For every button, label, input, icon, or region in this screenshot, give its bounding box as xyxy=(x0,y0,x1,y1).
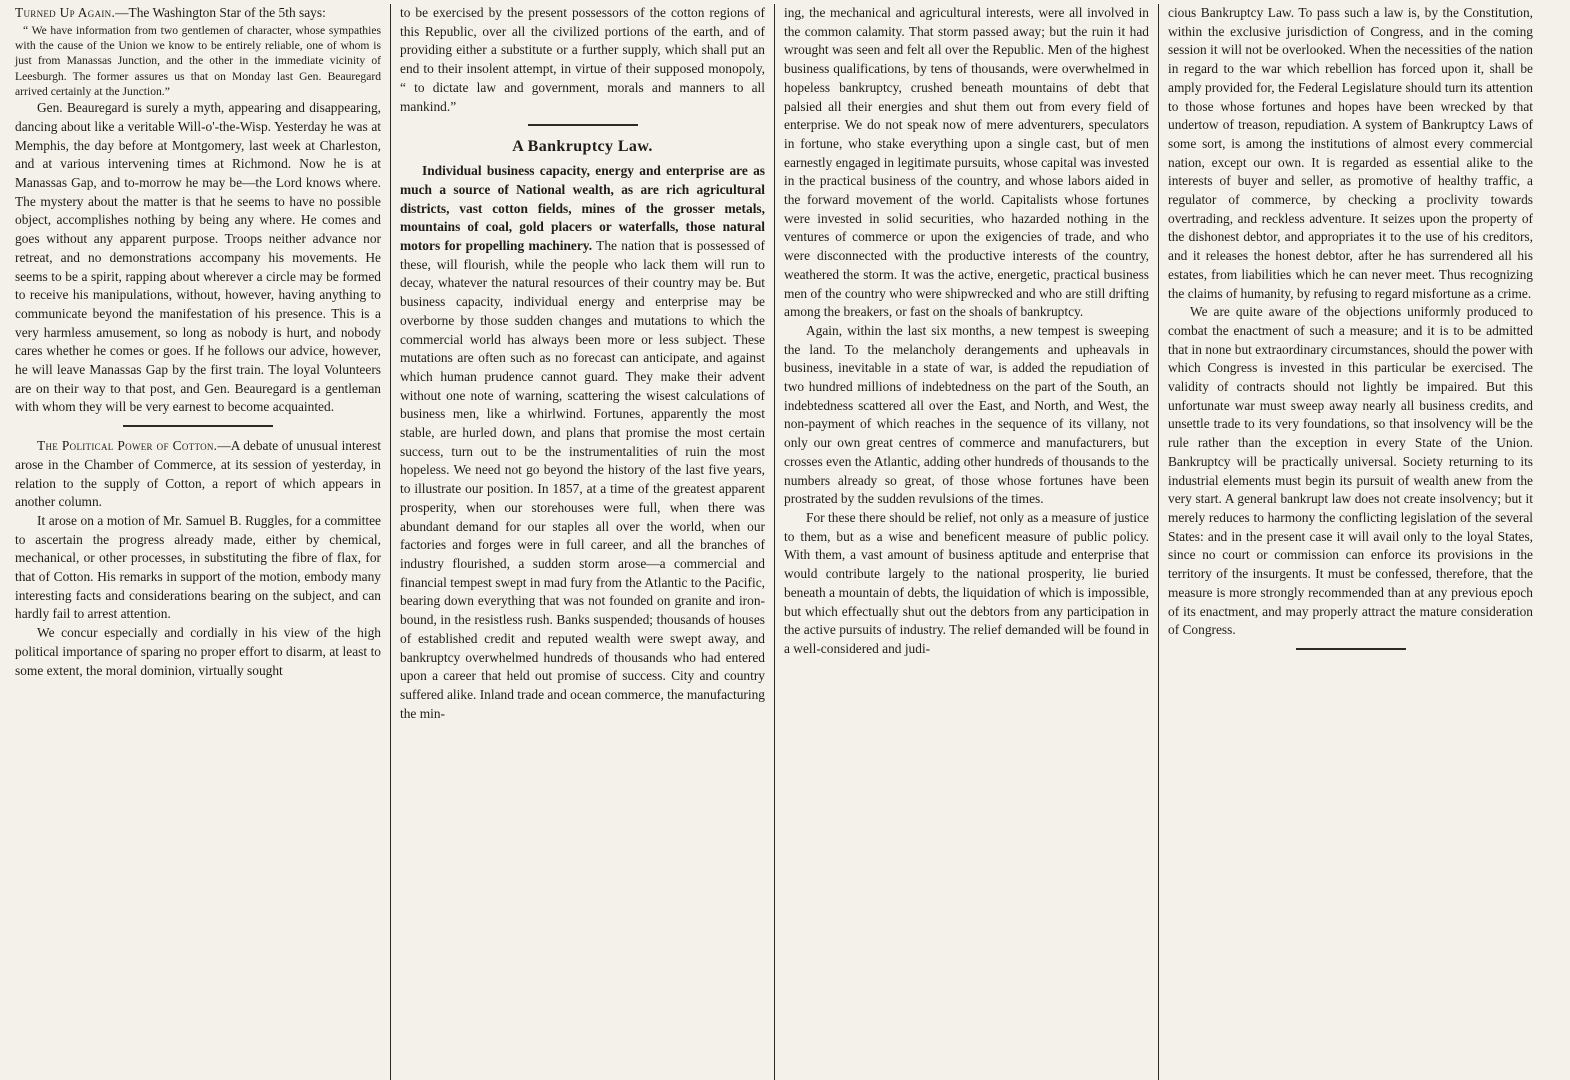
item-intro-text: —The Washington Star of the 5th says: xyxy=(115,5,326,20)
column-1 xyxy=(6,4,390,1080)
ruggles-paragraph: It arose on a motion of Mr. Samuel B. Ruggles, for a committee to ascertain the progress already made, either by chemical, mechanical, or other processes, in substituting the fibre of flax, for that of Cotton. His remarks in support of the motion, embody many interesting facts and considerations bearing on the subject, and can hardly fail to arrest attention. xyxy=(15,512,381,622)
new-tempest-paragraph: Again, within the last six months, a new tempest is sweeping the land. To the melancholy derangements and upheavals in business, inevitable in a state of war, is added the repudiation of two hundred millions of indebtedness on the part of the South, an indebtedness scattered all over the East, and North, and West, the non-payment of which reaches in the sequence of its villany, not only our own great centres of commerce and manufacturers, but crosses even the Atlantic, adding other hundreds of thousands to the numbers already so great, of those whose fortunes have been prostrated by the sudden revulsions of the times. xyxy=(784,322,1149,507)
article-heading-bankruptcy-law: A Bankruptcy Law. xyxy=(512,138,653,156)
bankruptcy-lead-paragraph xyxy=(400,162,765,723)
cotton-continued-paragraph: to be exercised by the present possessors of the cotton regions of this Republic, over all the civilized portions of the earth, and of providing either a substitute or a further supply, which shall put an end to their insolent attempt, in virtue of their supposed monopoly, “ to dictate law and government, morals and manners to all mankind.” xyxy=(400,5,765,114)
separator-rule xyxy=(123,425,273,427)
bankruptcy-lead-bold: Individual business capacity, energy and enterprise are as much a source of National wealth, as are rich agricultural districts, vast cotton fields, mines of the grosser metals, mountains of coal, gold placers or waterfalls, those natural motors for propelling machinery. xyxy=(400,163,765,254)
separator-rule xyxy=(528,124,638,126)
column-3 xyxy=(774,4,1158,1080)
beauregard-paragraph: Gen. Beauregard is surely a myth, appearing and disappearing, dancing about like a veritable Will-o'-the-Wisp. Yesterday he was at Memphis, the day before at Montgomery, last week at Charleston, and at various intervening times at Richmond. Now he is at Manassas Gap, and to-morrow he may be—the Lord knows where. The mystery about the matter is that he seems to have no possible object, accomplishes nothing by being any where. He comes and goes without any apparent purpose. Troops neither advance nor retreat, and no demonstrations accompany his movements. He seems to be a spirit, rapping about wherever a circle may be formed to receive his manipulations, without, however, having anything to communicate beyond the manifestation of his presence. This is a very harmless amusement, so long as nobody is hurt, and nobody cares whether he comes or goes. If he follows our advice, however, he will leave Manassas Gap by the first train. The loyal Volunteers are on their way to that post, and Gen. Beauregard is a gentleman with whom they will be very earnest to become acquainted. xyxy=(15,100,381,415)
relief-paragraph: For these there should be relief, not only as a measure of justice to them, but as a wise and beneficent measure of public policy. With them, a vast amount of business aptitude and enterprise that would contribute largely to the national prosperity, lie buried beneath a mountain of debts, the liquidation of which is impossible, but which effectually shut out the debtors from any participation in the active pursuits of industry. The relief demanded will be found in a well-considered and judi- xyxy=(784,509,1149,656)
item-political-power-intro xyxy=(15,437,381,512)
quoted-report: “ We have information from two gentlemen of character, whose sympathies with the cause of the Union we know to be entirely reliable, one of whom is just from Manassas Junction, and the other in the immediate vicinity of Leesburgh. The former assures us that on Monday last Gen. Beauregard arrived certainly at the Junction.” xyxy=(15,23,381,98)
item-heading-turned-up-again: Turned Up Again. xyxy=(15,5,116,20)
column-4 xyxy=(1158,4,1542,1080)
column-2 xyxy=(390,4,774,1080)
objections-paragraph: We are quite aware of the objections uniformly produced to combat the enactment of such a measure; and it is to be admitted that in none but extraordinary circumstances, should the power with which Congress is invested in this particular be exercised. The validity of contracts should not lightly be impaired. But this unfortunate war must sweep away nearly all business credits, and unsettle trade to its very foundations, so that insolvency will be the rule rather than the exception in every State of the Union. Bankruptcy will be practically universal. Society returning to its industrial elements must begin its pursuit of wealth anew from the very start. A general bankrupt law does not create insolvency; but it merely reduces to harmony the conflicting legislation of the several States: and in the present case it will avail only to the loyal States, since no court or commission can enforce its provisions in the territory of the insurgents. It must be confessed, therefore, that the measure is more strongly recommended than at any previous epoch of its enactment, and may properly attract the mature consideration of Congress. xyxy=(1168,304,1533,638)
concur-paragraph: We concur especially and cordially in his view of the high political importance of sparing no proper effort to disarm, at least to some extent, the moral dominion, virtually sought xyxy=(15,625,381,678)
bankruptcy-lead-rest: The nation that is possessed of these, will flourish, while the people who lack them will run to decay, whatever the natural resources of their country may be. But business capacity, individual energy and enterprise may be overborne by those sudden changes and mutations to which the commercial world has always been more or less subject. These mutations are often such as no forecast can anticipate, and against which human prudence cannot guard. They make their advent without one note of warning, scattering the wisest calculations of business men, like a whirlwind. Fortunes, apparently the most stable, are hurled down, and plans that promise the most certain success, turn out to be the instrumentalities of ruin the most hopeless. We need not go beyond the history of the last five years, to illustrate our position. In 1857, at a time of the greatest apparent prosperity, when our storehouses were full, when there was abundant demand for our staples all over the world, when our factories and forges were in full career, and all the branches of industry flourished, a sudden storm arose—a commercial and financial tempest swept in mad fury from the Atlantic to the Pacific, bearing down everything that was not founded on granite and iron-bound, in the resistless rush. Banks suspended; thousands of houses of established credit and reputed wealth were swept away, and bankruptcy overwhelmed hundreds of thousands who had entered upon a career that held out promise of success. City and country suffered alike. Inland trade and ocean commerce, the manufacturing the min- xyxy=(400,238,765,721)
item-intro-text: —A debate of unusual interest arose in the Chamber of Commerce, at its session of yesterday, in relation to the supply of Cotton, a report of which appears in another column. xyxy=(15,438,381,510)
end-rule xyxy=(1296,648,1406,650)
item-heading-political-power: The Political Power of Cotton. xyxy=(37,438,218,454)
calamity-paragraph: ing, the mechanical and agricultural interests, were all involved in the common calamity. That storm passed away; but the ruin it had wrought was seen and felt all over the Republic. Men of the highest business qualifications, by tens of thousands, were overwhelmed in hopeless bankruptcy, crushed beneath mountains of debt that palsied all their energies and shut them out from every field of enterprise. We do not speak now of mere adventurers, speculators in fortune, who stake everything upon a single cast, but of men earnestly engaged in legitimate pursuits, whose capital was invested in the practical business of the country, and whose labors aided in the forward movement of the world. Capitalists whose fortunes were invested in solid securities, who hazarded nothing in the ventures of commerce or upon the exigencies of trade, and who were disconnected with the productive interests of the country, weathered the storm. It was the active, energetic, practical business men of the country who were shipwrecked and who are still drifting among the breakers, or fast on the shoals of bankruptcy. xyxy=(784,5,1149,320)
bankruptcy-law-paragraph: cious Bankruptcy Law. To pass such a law is, by the Constitution, within the exclusive jurisdiction of Congress, and in the coming session it will not be overlooked. When the necessities of the nation in regard to the war which rebellion has forced upon it, shall be amply provided for, the Federal Legislature should turn its attention to those whose fortunes and hopes have been wrecked by that undertow of treason, repudiation. A system of Bankruptcy Laws of some sort, is among the institutions of almost every commercial nation, except our own. It is regarded as essential alike to the interests of buyer and seller, as promotive of healthy traffic, a regulator of commerce, by checking a proclivity towards overtrading, and reckless adventure. It seizes upon the property of the dishonest debtor, and appropriates it to the use of his creditors, and it releases the honest debtor, after he has surrendered all his estates, from liabilities which he can never meet. Thus recognizing the claims of humanity, by refusing to regard misfortune as a crime. xyxy=(1168,5,1533,301)
item-turned-up-again-intro xyxy=(15,4,381,23)
